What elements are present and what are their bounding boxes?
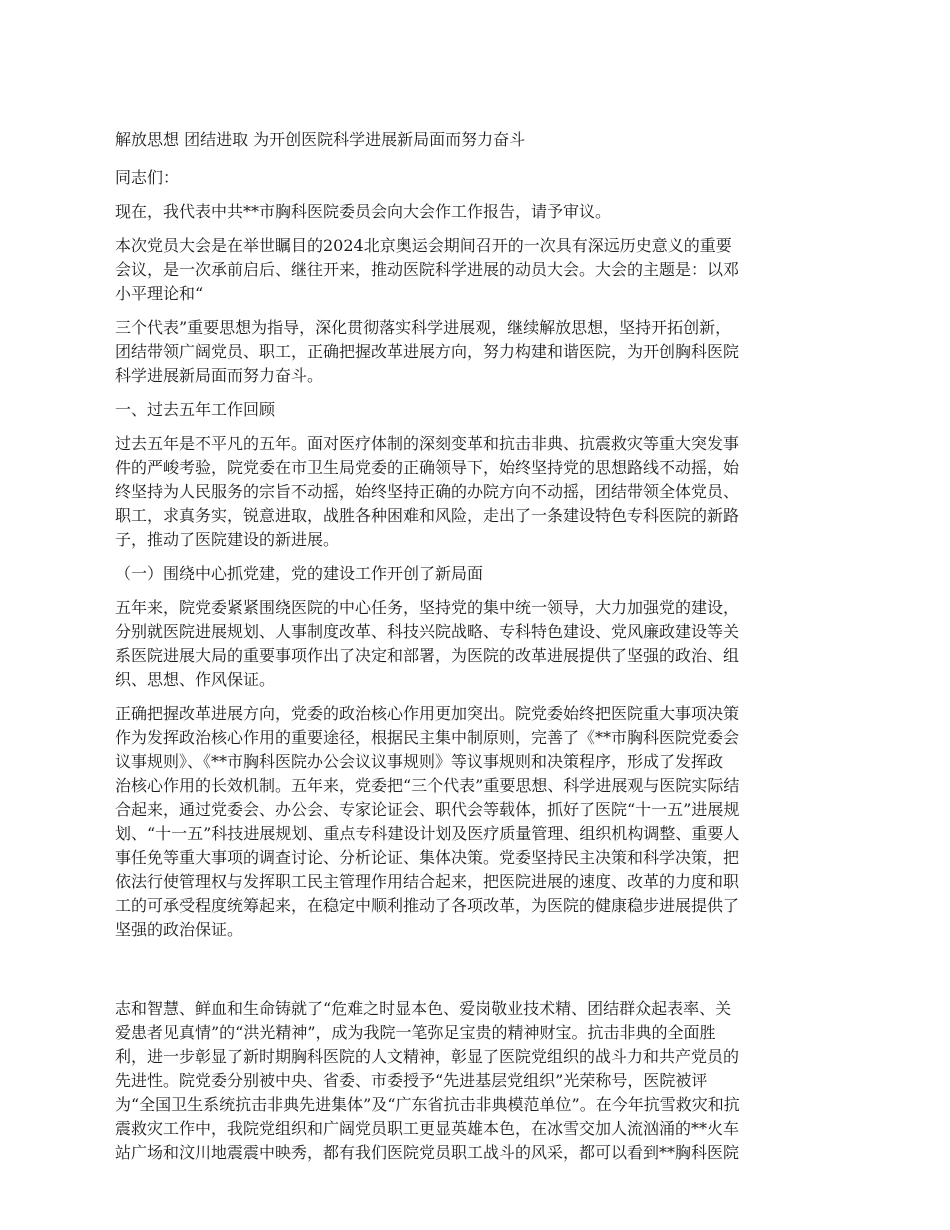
paragraph-line: 职工，求真务实，锐意进取，战胜各种困难和风险，走出了一条建设特色专科医院的新路	[115, 506, 740, 525]
intro-paragraph: 现在，我代表中共**市胸科医院委员会向大会作工作报告，请予审议。	[115, 202, 612, 221]
paragraph-line: 本次党员大会是在举世瞩目的2024北京奥运会期间召开的一次具有深远历史意义的重要	[115, 236, 732, 255]
paragraph-line: 利，进一步彰显了新时期胸科医院的人文精神，彰显了医院党组织的战斗力和共产党员的	[115, 1047, 740, 1066]
paragraph-hong-guang-spirit	[115, 997, 840, 1165]
paragraph-line: 依法行使管理权与发挥职工民主管理作用结合起来，把医院进展的速度、改革的力度和职	[115, 872, 740, 891]
paragraph-line: 震救灾工作中，我院党组织和广阔党员职工更显英雄本色，在冰雪交加人流汹涌的**火车	[115, 1119, 740, 1138]
paragraph-line: 工的可承受程度统筹起来，在稳定中顺利推动了各项改革，为医院的健康稳步进展提供了	[115, 896, 740, 915]
paragraph-reform-direction	[115, 702, 840, 942]
paragraph-line: 先进性。院党委分别被中央、省委、市委授予“先进基层党组织”光荣称号，医院被评	[115, 1071, 708, 1090]
paragraph-line: 合起来，通过党委会、办公会、专家论证会、职代会等载体，抓好了医院“十一五”进展规	[115, 800, 740, 819]
document-page	[115, 128, 840, 1175]
paragraph-five-years	[115, 432, 840, 552]
paragraph-line: 织、思想、作风保证。	[115, 670, 276, 689]
paragraph-line: 过去五年是不平凡的五年。面对医疗体制的深刻变革和抗击非典、抗震救灾等重大突发事	[115, 434, 740, 453]
paragraph-line: 议事规则》、《**市胸科医院办公会议议事规则》等议事规则和决策程序，形成了发挥政	[115, 752, 724, 771]
paragraph-line: 子，推动了医院建设的新进展。	[115, 530, 340, 549]
paragraph-line: 作为发挥政治核心作用的重要途径，根据民主集中制原则，完善了《**市胸科医院党委会	[115, 728, 740, 747]
section-heading: 一、过去五年工作回顾	[115, 400, 276, 419]
paragraph-line: 小平理论和“	[115, 284, 204, 303]
paragraph-line: 志和智慧、鲜血和生命铸就了“危难之时显本色、爱岗敬业技术精、团结群众起表率、关	[115, 999, 732, 1018]
subsection-heading: （一）围绕中心抓党建，党的建设工作开创了新局面	[115, 564, 484, 583]
paragraph-line: 终坚持为人民服务的宗旨不动摇，始终坚持正确的办院方向不动摇，团结带领全体党员、	[115, 482, 740, 501]
paragraph-line: 坚强的政治保证。	[115, 920, 244, 939]
paragraph-line: 治核心作用的长效机制。五年来，党委把“三个代表”重要思想、科学进展观与医院实际结	[115, 776, 740, 795]
paragraph-meeting-theme	[115, 234, 840, 306]
paragraph-line: 系医院进展大局的重要事项作出了决定和部署，为医院的改革进展提供了坚强的政治、组	[115, 646, 740, 665]
paragraph-line: 分别就医院进展规划、人事制度改革、科技兴院战略、专科特色建设、党风廉政建设等关	[115, 622, 740, 641]
paragraph-line: 件的严峻考验，院党委在市卫生局党委的正确领导下，始终坚持党的思想路线不动摇，始	[115, 458, 740, 477]
paragraph-line: 团结带领广阔党员、职工，正确把握改革进展方向，努力构建和谐医院，为开创胸科医院	[115, 342, 740, 361]
paragraph-line: 正确把握改革进展方向，党委的政治核心作用更加突出。院党委始终把医院重大事项决策	[115, 704, 740, 723]
paragraph-guiding-thought	[115, 316, 840, 388]
paragraph-party-building	[115, 596, 840, 692]
paragraph-line: 三个代表”重要思想为指导，深化贯彻落实科学进展观，继续解放思想，坚持开拓创新，	[115, 318, 732, 337]
paragraph-line: 为“全国卫生系统抗击非典先进集体”及“广东省抗击非典模范单位”。在今年抗雪救灾和抗	[115, 1095, 740, 1114]
paragraph-line: 爱患者见真情”的“洪光精神”，成为我院一笔弥足宝贵的精神财宝。抗击非典的全面胜	[115, 1023, 716, 1042]
paragraph-line: 五年来，院党委紧紧围绕医院的中心任务，坚持党的集中统一领导，大力加强党的建设，	[115, 598, 740, 617]
paragraph-line: 划、“十一五”科技进展规划、重点专科建设计划及医疗质量管理、组织机构调整、重要人	[115, 824, 740, 843]
paragraph-line: 事任免等重大事项的调查讨论、分析论证、集体决策。党委坚持民主决策和科学决策，把	[115, 848, 740, 867]
document-title: 解放思想 团结进取 为开创医院科学进展新局面而努力奋斗	[115, 130, 526, 149]
greeting: 同志们：	[115, 168, 180, 187]
page-break-gap	[115, 952, 840, 997]
paragraph-line: 科学进展新局面而努力奋斗。	[115, 366, 324, 385]
paragraph-line: 会议，是一次承前启后、继往开来，推动医院科学进展的动员大会。大会的主题是：以邓	[115, 260, 740, 279]
paragraph-line: 站广场和汶川地震震中映秀，都有我们医院党员职工战斗的风采，都可以看到**胸科医院	[115, 1143, 740, 1162]
